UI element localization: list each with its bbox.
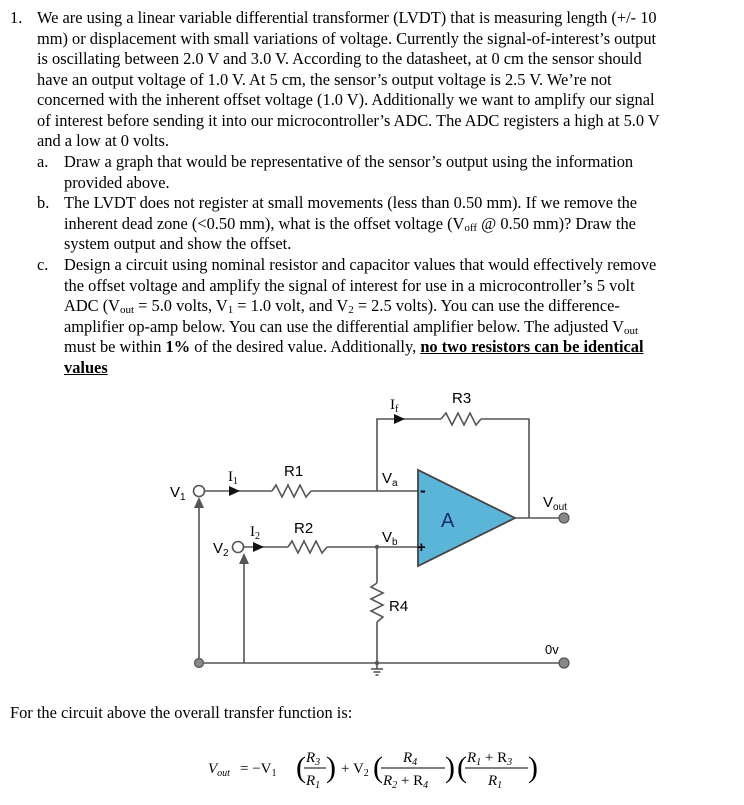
- problem-number: 1.: [10, 8, 23, 27]
- paren-open: (: [373, 751, 383, 784]
- label-sub: a: [392, 478, 398, 489]
- text-run: ADC (V: [64, 296, 120, 315]
- label-sub: 1: [233, 476, 238, 487]
- subscript: 1: [227, 304, 234, 316]
- underlined-text: values: [64, 357, 108, 377]
- paren-open: (: [296, 751, 306, 784]
- formula-lhs: [208, 761, 230, 779]
- text-run: amplifier op-amp below. You can use the differential amplifier below. The adjusted V: [64, 316, 625, 336]
- label-sub: 2: [223, 548, 229, 559]
- intro-line: is oscillating between 2.0 V and 3.0 V. According to the datasheet, at 0 cm the sensor should: [37, 49, 642, 68]
- label-sub: 1: [180, 492, 186, 503]
- formula-sub: 4: [412, 757, 418, 768]
- formula-text: R: [383, 773, 393, 789]
- label-text: V: [382, 470, 393, 487]
- part-a-line: provided above.: [64, 172, 170, 192]
- bold-text: 1%: [165, 337, 191, 356]
- subscript: 2: [348, 304, 354, 316]
- intro-line: concerned with the inherent offset voltage (1.0 V). Additionally we want to amplify our signal: [37, 90, 655, 109]
- r1-label: R1: [284, 463, 304, 480]
- text-run: @ 0.50 mm)? Draw the: [477, 213, 636, 233]
- label-text: I: [250, 524, 255, 540]
- label-text: I: [390, 397, 395, 413]
- part-c-line: the offset voltage and amplify the signal of interest for use in a microcontroller’s 5 volt: [64, 275, 635, 295]
- formula-sub: out: [217, 768, 230, 779]
- frac1-den: [305, 773, 320, 791]
- part-c-line: Design a circuit using nominal resistor and capacitor values that would effectively remove: [64, 255, 657, 274]
- subscript: out: [120, 304, 135, 316]
- frac3-num: [466, 750, 512, 768]
- part-a-label: a.: [37, 152, 49, 171]
- formula-sub: 3: [315, 757, 321, 768]
- intro-line: and a low at 0 volts.: [37, 131, 170, 150]
- formula-sub: 1: [476, 757, 482, 768]
- formula-text: = −V: [240, 761, 272, 777]
- formula-text: + R: [481, 750, 508, 766]
- label-text: V: [543, 494, 554, 511]
- frac3-den: [487, 773, 502, 791]
- text-run: of the desired value. Additionally,: [190, 337, 421, 356]
- intro-line: have an output voltage of 1.0 V. At 5 cm, the sensor’s output voltage is 2.5 V. We’re not: [37, 69, 612, 89]
- formula-text: + V: [341, 761, 364, 777]
- frac1-num: [305, 750, 320, 768]
- part-b-line: The LVDT does not register at small movements (less than 0.50 mm). If we remove the: [64, 193, 638, 212]
- formula-sub: 1: [315, 780, 321, 791]
- ground-voltage-label: 0v: [545, 642, 559, 657]
- text-run: = 5.0 volts, V: [134, 296, 228, 315]
- formula-text: + R: [397, 773, 424, 789]
- intro-line: We are using a linear variable differential transformer (LVDT) that is measuring length (+/- 10: [37, 8, 657, 27]
- label-text: V: [382, 529, 393, 546]
- intro-line: mm) or displacement with small variations of voltage. Currently the signal-of-interest’s output: [37, 28, 657, 48]
- label-sub: b: [392, 537, 398, 548]
- part-b-line: system output and show the offset.: [64, 234, 292, 253]
- subscript: off: [464, 221, 478, 234]
- formula-sub: 2: [363, 768, 369, 779]
- opamp-plus: +: [417, 539, 426, 556]
- label-text: V: [213, 540, 224, 557]
- label-sub: out: [553, 502, 567, 513]
- text-run: inherent dead zone (<0.50 mm), what is the offset voltage (V: [64, 213, 465, 233]
- part-a-line: Draw a graph that would be representative of the sensor’s output using the information: [64, 152, 634, 171]
- intro-line: of interest before sending it into our microcontroller’s ADC. The ADC registers a high at 5.0 V: [37, 110, 660, 130]
- r2-label: R2: [294, 520, 314, 537]
- formula-sub: 2: [392, 780, 398, 791]
- text-run: = 2.5 volts). You can use the difference-: [353, 296, 620, 315]
- formula-sub: 3: [507, 757, 513, 768]
- opamp-label: A: [441, 510, 455, 532]
- paren-close: ): [528, 751, 538, 784]
- transfer-function-caption: For the circuit above the overall transfer function is:: [10, 703, 353, 722]
- label-sub: 2: [255, 531, 260, 542]
- underlined-text: no two resistors can be identical: [420, 337, 644, 356]
- r4-label: R4: [389, 598, 409, 615]
- label-sub: f: [395, 404, 399, 415]
- formula-text: V: [208, 761, 218, 777]
- formula-sub: 4: [423, 780, 429, 791]
- part-c-label: c.: [37, 255, 49, 274]
- paren-close: ): [326, 751, 336, 784]
- formula-plus: [341, 761, 369, 779]
- text-run: must be within: [64, 337, 166, 356]
- paren-open: (: [457, 751, 467, 784]
- label-text: I: [228, 469, 233, 485]
- frac2-den: [382, 773, 428, 791]
- text-run: = 1.0 volt, and V: [233, 296, 349, 315]
- opamp-minus: -: [420, 481, 426, 500]
- formula-eq: [240, 761, 277, 779]
- formula-text: R: [403, 750, 413, 766]
- formula-text: R: [306, 773, 316, 789]
- part-b-label: b.: [37, 193, 50, 212]
- subscript: out: [624, 324, 639, 337]
- formula-sub: 1: [497, 780, 503, 791]
- paren-close: ): [445, 751, 455, 784]
- formula-sub: 1: [271, 768, 277, 779]
- formula-text: R: [306, 750, 316, 766]
- r3-label: R3: [452, 390, 472, 407]
- formula-text: R: [488, 773, 498, 789]
- label-text: V: [170, 484, 181, 501]
- formula-text: R: [467, 750, 477, 766]
- frac2-num: [402, 750, 417, 768]
